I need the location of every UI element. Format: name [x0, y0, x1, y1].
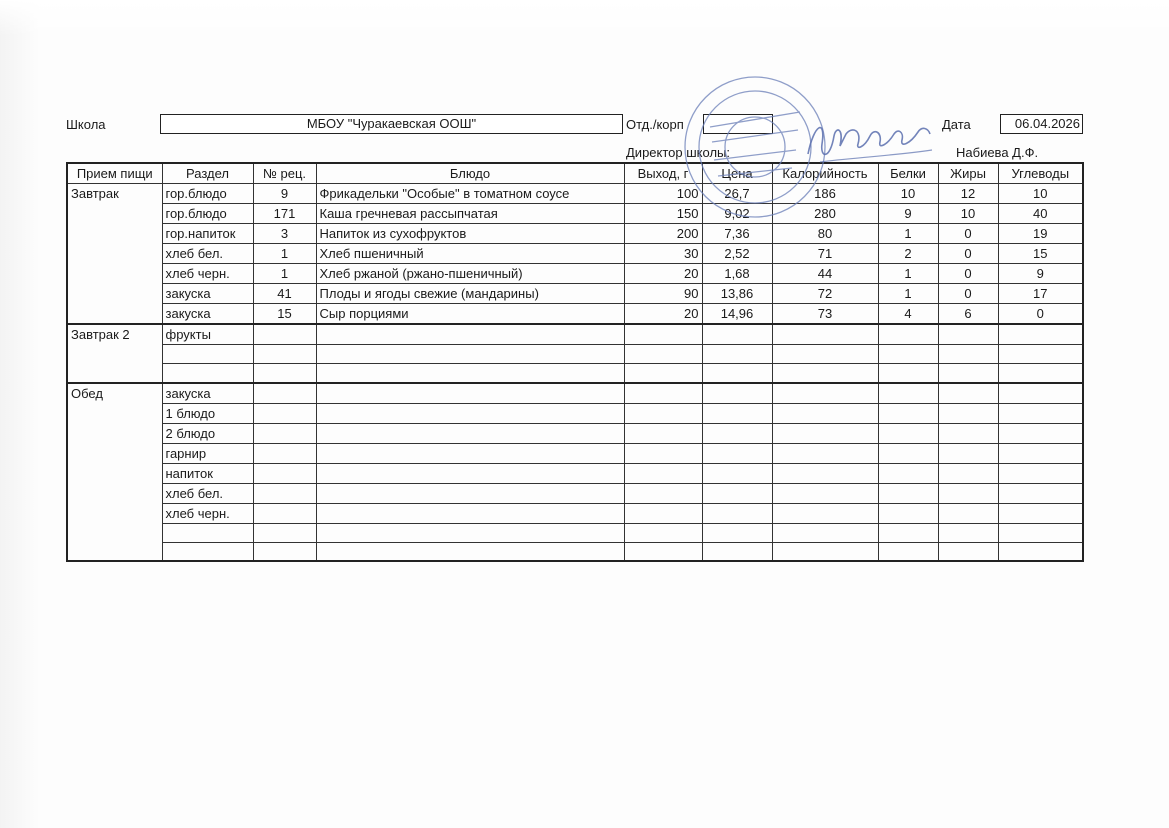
section-cell: фрукты [162, 324, 253, 345]
meal-cell: Завтрак 2 [67, 324, 162, 383]
fat-cell: 0 [938, 244, 998, 264]
protein-cell [878, 345, 938, 364]
fat-cell [938, 503, 998, 523]
recipe-cell [253, 423, 316, 443]
protein-cell [878, 463, 938, 483]
price-cell: 1,68 [702, 264, 772, 284]
recipe-cell [253, 542, 316, 561]
dish-cell: Хлеб ржаной (ржано-пшеничный) [316, 264, 624, 284]
carbs-cell: 15 [998, 244, 1083, 264]
dish-cell: Фрикадельки "Особые" в томатном соусе [316, 184, 624, 204]
protein-cell [878, 483, 938, 503]
kcal-cell [772, 503, 878, 523]
dish-cell [316, 542, 624, 561]
carbs-cell [998, 383, 1083, 404]
price-cell [702, 542, 772, 561]
price-cell: 14,96 [702, 304, 772, 325]
carbs-cell: 0 [998, 304, 1083, 325]
section-cell: хлеб бел. [162, 483, 253, 503]
recipe-cell [253, 523, 316, 542]
yield-cell [624, 542, 702, 561]
table-row [67, 503, 1083, 523]
kcal-cell [772, 443, 878, 463]
dish-cell [316, 503, 624, 523]
fat-cell [938, 483, 998, 503]
dish-cell [316, 423, 624, 443]
header-row [67, 163, 1083, 184]
date-label: Дата [942, 117, 971, 132]
dish-cell [316, 383, 624, 404]
table-row [67, 304, 1083, 325]
price-cell [702, 463, 772, 483]
carbs-cell [998, 523, 1083, 542]
section-cell: закуска [162, 304, 253, 325]
table-row [67, 264, 1083, 284]
price-cell [702, 403, 772, 423]
recipe-cell [253, 383, 316, 404]
section-cell: 1 блюдо [162, 403, 253, 423]
director-label: Директор школы: [626, 145, 730, 160]
recipe-cell [253, 503, 316, 523]
table-row [67, 383, 1083, 404]
protein-cell [878, 523, 938, 542]
recipe-cell: 171 [253, 204, 316, 224]
dish-cell [316, 345, 624, 364]
col-section-header: Раздел [162, 163, 253, 184]
table-row [67, 244, 1083, 264]
kcal-cell [772, 542, 878, 561]
protein-cell: 1 [878, 224, 938, 244]
table-row [67, 443, 1083, 463]
protein-cell [878, 423, 938, 443]
col-carbs-header: Углеводы [998, 163, 1083, 184]
fat-cell [938, 542, 998, 561]
table-row [67, 324, 1083, 345]
dish-cell: Сыр порциями [316, 304, 624, 325]
protein-cell [878, 503, 938, 523]
col-protein-header: Белки [878, 163, 938, 184]
dish-cell: Плоды и ягоды свежие (мандарины) [316, 284, 624, 304]
corp-label: Отд./корп [626, 117, 684, 132]
table-row [67, 523, 1083, 542]
dish-cell: Хлеб пшеничный [316, 244, 624, 264]
yield-cell [624, 463, 702, 483]
recipe-cell: 1 [253, 264, 316, 284]
fat-cell [938, 423, 998, 443]
recipe-cell: 9 [253, 184, 316, 204]
kcal-cell: 280 [772, 204, 878, 224]
fat-cell [938, 383, 998, 404]
fat-cell: 0 [938, 284, 998, 304]
dish-cell [316, 443, 624, 463]
dish-cell: Каша гречневая рассыпчатая [316, 204, 624, 224]
meal-cell: Завтрак [67, 184, 162, 325]
fat-cell [938, 345, 998, 364]
section-cell: хлеб черн. [162, 503, 253, 523]
yield-cell: 20 [624, 264, 702, 284]
scan-edge-shadow [0, 0, 40, 828]
school-field: МБОУ "Чуракаевская ООШ" [160, 114, 623, 134]
carbs-cell [998, 324, 1083, 345]
table-row [67, 284, 1083, 304]
yield-cell [624, 503, 702, 523]
dish-cell: Напиток из сухофруктов [316, 224, 624, 244]
carbs-cell [998, 483, 1083, 503]
price-cell [702, 324, 772, 345]
carbs-cell [998, 423, 1083, 443]
fat-cell [938, 364, 998, 383]
yield-cell: 100 [624, 184, 702, 204]
section-cell [162, 364, 253, 383]
yield-cell [624, 403, 702, 423]
protein-cell: 9 [878, 204, 938, 224]
col-kcal-header: Калорийность [772, 163, 878, 184]
table-row [67, 204, 1083, 224]
recipe-cell: 1 [253, 244, 316, 264]
kcal-cell: 44 [772, 264, 878, 284]
yield-cell: 150 [624, 204, 702, 224]
recipe-cell [253, 483, 316, 503]
recipe-cell [253, 345, 316, 364]
carbs-cell [998, 403, 1083, 423]
dish-cell [316, 364, 624, 383]
corp-field [703, 114, 773, 134]
kcal-cell [772, 523, 878, 542]
protein-cell [878, 403, 938, 423]
carbs-cell: 40 [998, 204, 1083, 224]
price-cell [702, 503, 772, 523]
section-cell [162, 345, 253, 364]
carbs-cell [998, 503, 1083, 523]
recipe-cell [253, 443, 316, 463]
col-recipe-header: № рец. [253, 163, 316, 184]
section-cell: хлеб черн. [162, 264, 253, 284]
price-cell [702, 383, 772, 404]
recipe-cell: 15 [253, 304, 316, 325]
recipe-cell: 3 [253, 224, 316, 244]
protein-cell: 1 [878, 264, 938, 284]
protein-cell [878, 324, 938, 345]
yield-cell: 90 [624, 284, 702, 304]
table-row [67, 224, 1083, 244]
fat-cell: 12 [938, 184, 998, 204]
table-row [67, 423, 1083, 443]
dish-cell [316, 403, 624, 423]
table-row [67, 403, 1083, 423]
yield-cell [624, 324, 702, 345]
kcal-cell: 186 [772, 184, 878, 204]
yield-cell [624, 364, 702, 383]
fat-cell [938, 324, 998, 345]
school-label: Школа [66, 117, 106, 132]
price-cell [702, 364, 772, 383]
meal-cell: Обед [67, 383, 162, 562]
carbs-cell [998, 443, 1083, 463]
section-cell [162, 523, 253, 542]
yield-cell [624, 443, 702, 463]
fat-cell [938, 523, 998, 542]
recipe-cell: 41 [253, 284, 316, 304]
table-row [67, 364, 1083, 383]
fat-cell: 0 [938, 224, 998, 244]
price-cell [702, 423, 772, 443]
kcal-cell [772, 383, 878, 404]
kcal-cell [772, 483, 878, 503]
fat-cell: 10 [938, 204, 998, 224]
table-row [67, 345, 1083, 364]
kcal-cell: 72 [772, 284, 878, 304]
recipe-cell [253, 324, 316, 345]
carbs-cell [998, 463, 1083, 483]
scan-top-edge [0, 0, 1169, 36]
fat-cell [938, 463, 998, 483]
col-yield-header: Выход, г [624, 163, 702, 184]
col-dish-header: Блюдо [316, 163, 624, 184]
price-cell: 2,52 [702, 244, 772, 264]
recipe-cell [253, 364, 316, 383]
recipe-cell [253, 403, 316, 423]
price-cell [702, 443, 772, 463]
dish-cell [316, 483, 624, 503]
carbs-cell [998, 345, 1083, 364]
col-meal-header: Прием пищи [67, 163, 162, 184]
section-cell: хлеб бел. [162, 244, 253, 264]
kcal-cell [772, 463, 878, 483]
price-cell: 7,36 [702, 224, 772, 244]
protein-cell [878, 443, 938, 463]
price-cell: 9,02 [702, 204, 772, 224]
section-cell: гор.блюдо [162, 204, 253, 224]
section-cell: закуска [162, 383, 253, 404]
table-row [67, 483, 1083, 503]
fat-cell: 0 [938, 264, 998, 284]
carbs-cell: 17 [998, 284, 1083, 304]
yield-cell [624, 423, 702, 443]
carbs-cell: 9 [998, 264, 1083, 284]
menu-body [67, 184, 1083, 562]
carbs-cell: 10 [998, 184, 1083, 204]
protein-cell [878, 383, 938, 404]
protein-cell: 1 [878, 284, 938, 304]
price-cell: 13,86 [702, 284, 772, 304]
menu-table [66, 162, 1084, 562]
section-cell: гарнир [162, 443, 253, 463]
kcal-cell: 73 [772, 304, 878, 325]
director-name: Набиева Д.Ф. [956, 145, 1039, 160]
col-price-header: Цена [702, 163, 772, 184]
section-cell: 2 блюдо [162, 423, 253, 443]
carbs-cell [998, 364, 1083, 383]
yield-cell [624, 345, 702, 364]
section-cell: закуска [162, 284, 253, 304]
yield-cell [624, 383, 702, 404]
yield-cell [624, 523, 702, 542]
fat-cell: 6 [938, 304, 998, 325]
yield-cell: 20 [624, 304, 702, 325]
recipe-cell [253, 463, 316, 483]
dish-cell [316, 523, 624, 542]
kcal-cell [772, 345, 878, 364]
section-cell: гор.напиток [162, 224, 253, 244]
section-cell [162, 542, 253, 561]
kcal-cell: 71 [772, 244, 878, 264]
yield-cell [624, 483, 702, 503]
dish-cell [316, 324, 624, 345]
kcal-cell [772, 324, 878, 345]
carbs-cell: 19 [998, 224, 1083, 244]
kcal-cell: 80 [772, 224, 878, 244]
kcal-cell [772, 364, 878, 383]
kcal-cell [772, 403, 878, 423]
protein-cell: 2 [878, 244, 938, 264]
section-cell: напиток [162, 463, 253, 483]
fat-cell [938, 443, 998, 463]
protein-cell [878, 364, 938, 383]
table-row [67, 542, 1083, 561]
protein-cell: 4 [878, 304, 938, 325]
price-cell [702, 345, 772, 364]
yield-cell: 200 [624, 224, 702, 244]
price-cell: 26,7 [702, 184, 772, 204]
date-field: 06.04.2026 [1000, 114, 1083, 134]
fat-cell [938, 403, 998, 423]
yield-cell: 30 [624, 244, 702, 264]
kcal-cell [772, 423, 878, 443]
section-cell: гор.блюдо [162, 184, 253, 204]
price-cell [702, 483, 772, 503]
col-fat-header: Жиры [938, 163, 998, 184]
price-cell [702, 523, 772, 542]
table-row [67, 184, 1083, 204]
table-row [67, 463, 1083, 483]
protein-cell [878, 542, 938, 561]
carbs-cell [998, 542, 1083, 561]
dish-cell [316, 463, 624, 483]
protein-cell: 10 [878, 184, 938, 204]
